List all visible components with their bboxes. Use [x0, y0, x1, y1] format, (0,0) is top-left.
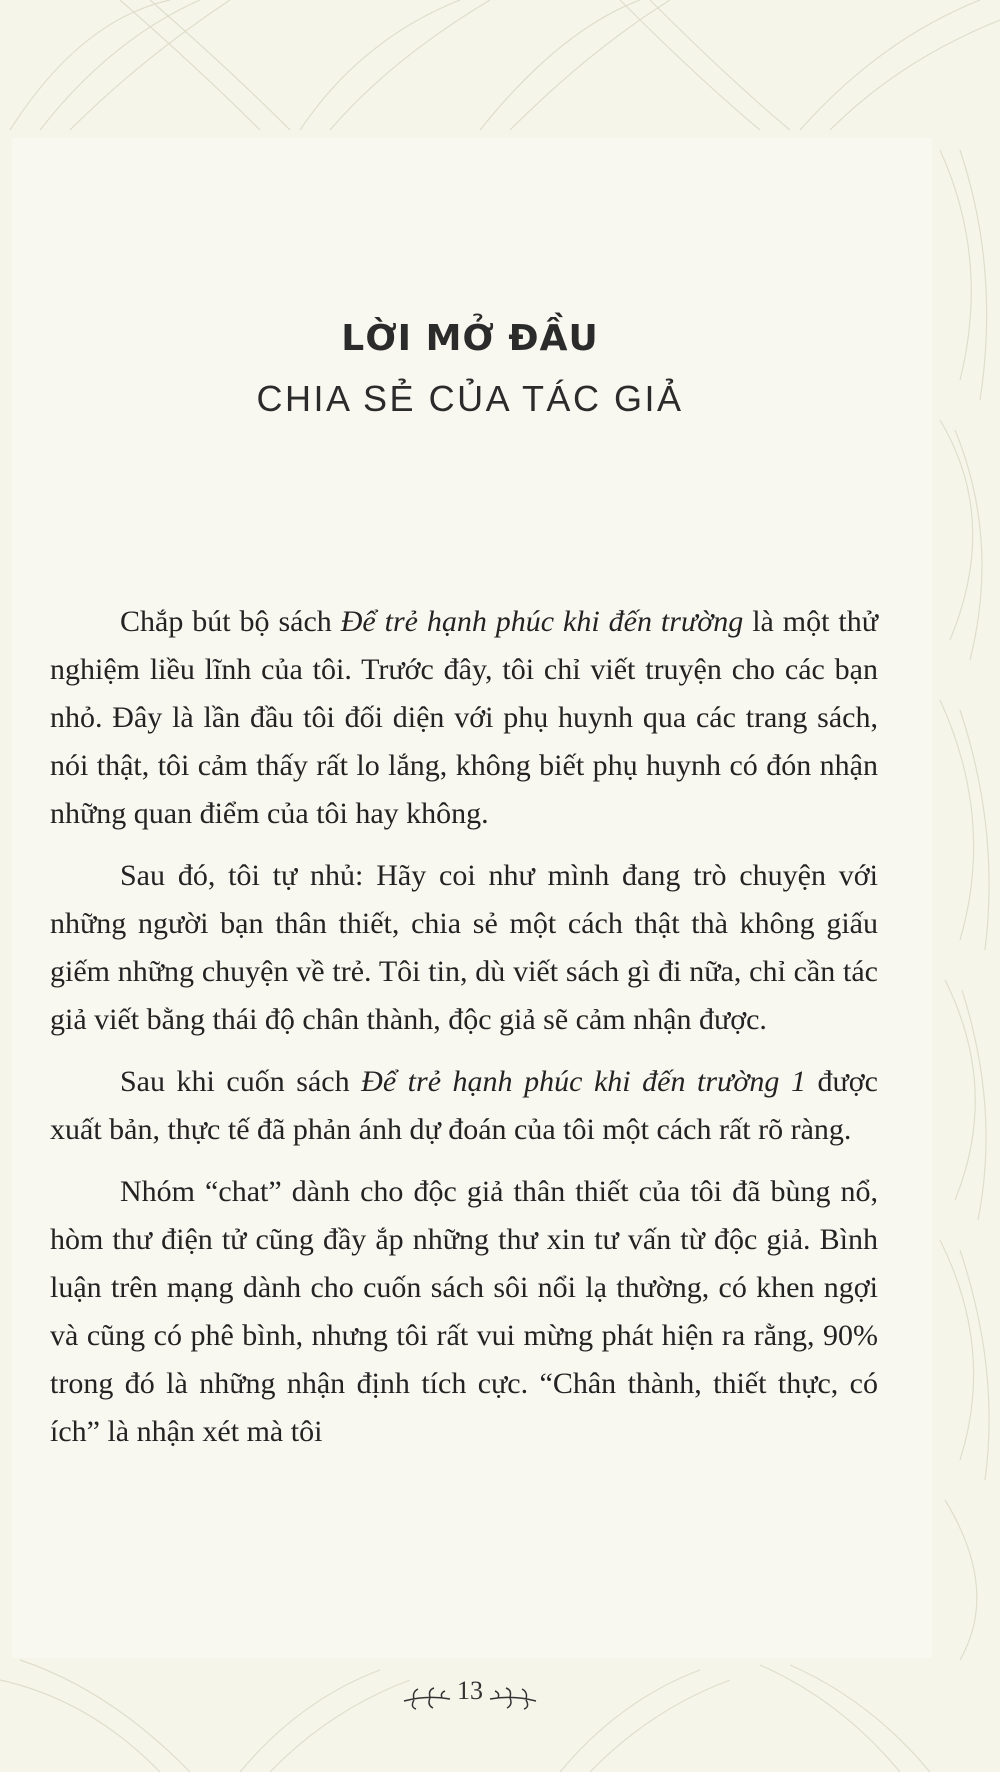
paragraph: Chắp bút bộ sách Để trẻ hạnh phúc khi đến trường là một thử nghiệm liều lĩnh của tôi. Trước đây, tôi chỉ viết truyện cho các bạn nhỏ. Đây là lần đầu tôi đối diện với phụ huynh qua các trang sách, nói thật, tôi cảm thấy rất lo lắng, không biết phụ huynh có đón nhận những quan điểm của tôi hay không. [50, 605, 878, 830]
paragraph: Sau đó, tôi tự nhủ: Hãy coi như mình đang trò chuyện với những người bạn thân thiết, chia sẻ một cách thật thà không giấu giếm những chuyện về trẻ. Tôi tin, dù viết sách gì đi nữa, chỉ cần tác giả viết bằng thái độ chân thành, độc giả sẽ cảm nhận được. [50, 859, 878, 1036]
page-footer [0, 1676, 940, 1720]
chapter-subtitle: CHIA SẺ CỦA TÁC GIẢ [256, 378, 684, 419]
book-title: Để trẻ hạnh phúc khi đến trường [340, 605, 744, 638]
vine-ornament-icon [488, 1687, 538, 1711]
page-number: 13 [457, 1676, 483, 1705]
chapter-title: LỜI MỞ ĐẦU [341, 318, 599, 359]
body-text [50, 598, 878, 1470]
book-title: Để trẻ hạnh phúc khi đến trường 1 [361, 1065, 806, 1098]
paragraph: Sau khi cuốn sách Để trẻ hạnh phúc khi đến trường 1 được xuất bản, thực tế đã phản ánh dự đoán của tôi một cách rất rõ ràng. [50, 1065, 878, 1146]
vine-ornament-icon [402, 1687, 452, 1711]
paragraph: Nhóm “chat” dành cho độc giả thân thiết của tôi đã bùng nổ, hòm thư điện tử cũng đầy ắp những thư xin tư vấn từ độc giả. Bình luận trên mạng dành cho cuốn sách sôi nổi lạ thường, có khen ngợi và cũng có phê bình, nhưng tôi rất vui mừng phát hiện ra rằng, 90% trong đó là những nhận định tích cực. “Chân thành, thiết thực, có ích” là nhận xét mà tôi [50, 1175, 878, 1448]
